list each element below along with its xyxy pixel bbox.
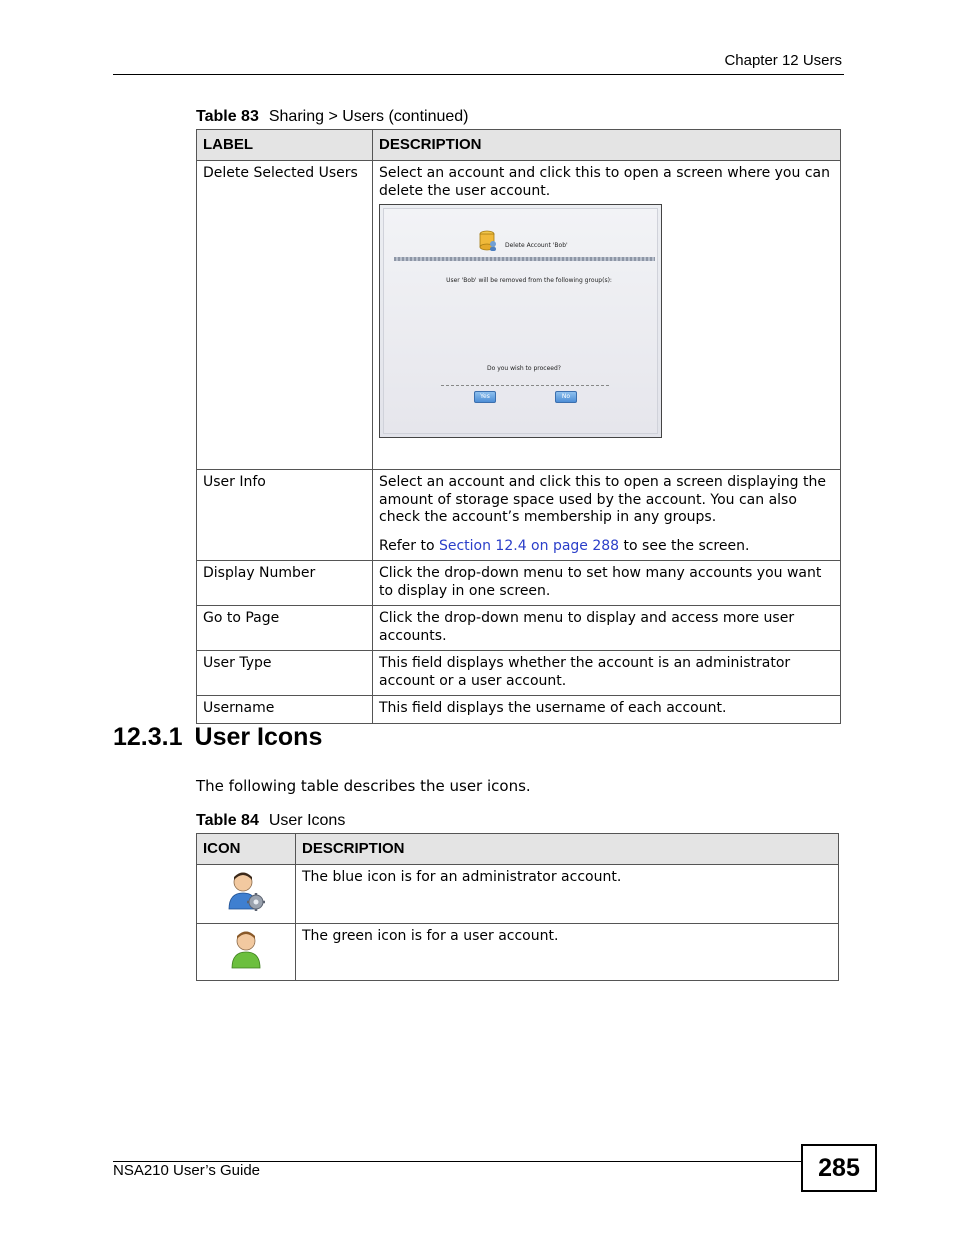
table83-caption-number: Table 83 xyxy=(196,108,259,125)
row-label: Delete Selected Users xyxy=(197,161,373,470)
row-description: Click the drop-down menu to set how many accounts you want to display in one screen. xyxy=(373,561,841,606)
table-row xyxy=(197,561,841,606)
delete-account-dialog-screenshot xyxy=(379,204,662,438)
database-user-icon xyxy=(479,230,497,252)
row-description: The blue icon is for an administrator account. xyxy=(296,865,839,924)
table84-col-icon: ICON xyxy=(197,834,296,865)
page-number: 285 xyxy=(801,1144,877,1192)
table-row xyxy=(197,696,841,724)
section-link[interactable]: Section 12.4 on page 288 xyxy=(438,537,620,554)
chapter-header: Chapter 12 Users xyxy=(724,52,842,69)
table-row xyxy=(197,865,839,924)
row-description xyxy=(373,161,841,470)
admin-user-icon xyxy=(225,869,267,913)
table-row xyxy=(197,161,841,470)
table83-caption-title: Sharing > Users (continued) xyxy=(268,108,469,125)
section-intro: The following table describes the user icons. xyxy=(196,777,531,795)
table84-caption-title: User Icons xyxy=(268,812,346,829)
reference-suffix: to see the screen. xyxy=(619,537,750,554)
dialog-question: Do you wish to proceed? xyxy=(487,365,561,372)
row-description xyxy=(373,470,841,561)
table83 xyxy=(196,129,841,724)
table-row xyxy=(197,651,841,696)
table83-col-label: LABEL xyxy=(197,130,373,161)
section-heading xyxy=(113,723,322,752)
row-label: Username xyxy=(197,696,373,724)
dialog-separator-bar xyxy=(394,257,655,261)
dialog-panel xyxy=(383,208,658,434)
row-description-text: Select an account and click this to open a screen where you can delete the user account. xyxy=(379,165,830,199)
dialog-message: User 'Bob' will be removed from the following group(s): xyxy=(446,277,612,284)
row-label: User Info xyxy=(197,470,373,561)
yes-button[interactable]: Yes xyxy=(474,391,496,403)
no-button[interactable]: No xyxy=(555,391,577,403)
section-number: 12.3.1 xyxy=(113,723,183,751)
table84-col-description: DESCRIPTION xyxy=(296,834,839,865)
table83-col-description: DESCRIPTION xyxy=(373,130,841,161)
row-label: Display Number xyxy=(197,561,373,606)
table83-caption xyxy=(196,108,469,126)
row-description: This field displays the username of each account. xyxy=(373,696,841,724)
reference-prefix: Refer to xyxy=(379,537,439,554)
table-row xyxy=(197,606,841,651)
regular-user-icon xyxy=(227,928,265,970)
row-reference xyxy=(379,538,834,556)
row-label: User Type xyxy=(197,651,373,696)
row-description: The green icon is for a user account. xyxy=(296,924,839,981)
table84 xyxy=(196,833,839,981)
section-title: User Icons xyxy=(194,723,323,751)
table84-caption xyxy=(196,812,345,830)
icon-cell xyxy=(197,865,296,924)
table84-caption-number: Table 84 xyxy=(196,812,259,829)
dialog-dashed-divider xyxy=(441,385,609,386)
icon-cell xyxy=(197,924,296,981)
row-label: Go to Page xyxy=(197,606,373,651)
guide-title: NSA210 User’s Guide xyxy=(113,1162,261,1179)
row-description: This field displays whether the account is an administrator account or a user account. xyxy=(373,651,841,696)
table-row xyxy=(197,470,841,561)
table83-header-row xyxy=(197,130,841,161)
dialog-title: Delete Account 'Bob' xyxy=(505,242,568,249)
table84-header-row xyxy=(197,834,839,865)
table-row xyxy=(197,924,839,981)
row-description-text: Select an account and click this to open a screen displaying the amount of storage space used by the account. You can also check the account’s membership in any groups. xyxy=(379,474,826,525)
row-description: Click the drop-down menu to display and access more user accounts. xyxy=(373,606,841,651)
header-rule xyxy=(113,74,844,75)
